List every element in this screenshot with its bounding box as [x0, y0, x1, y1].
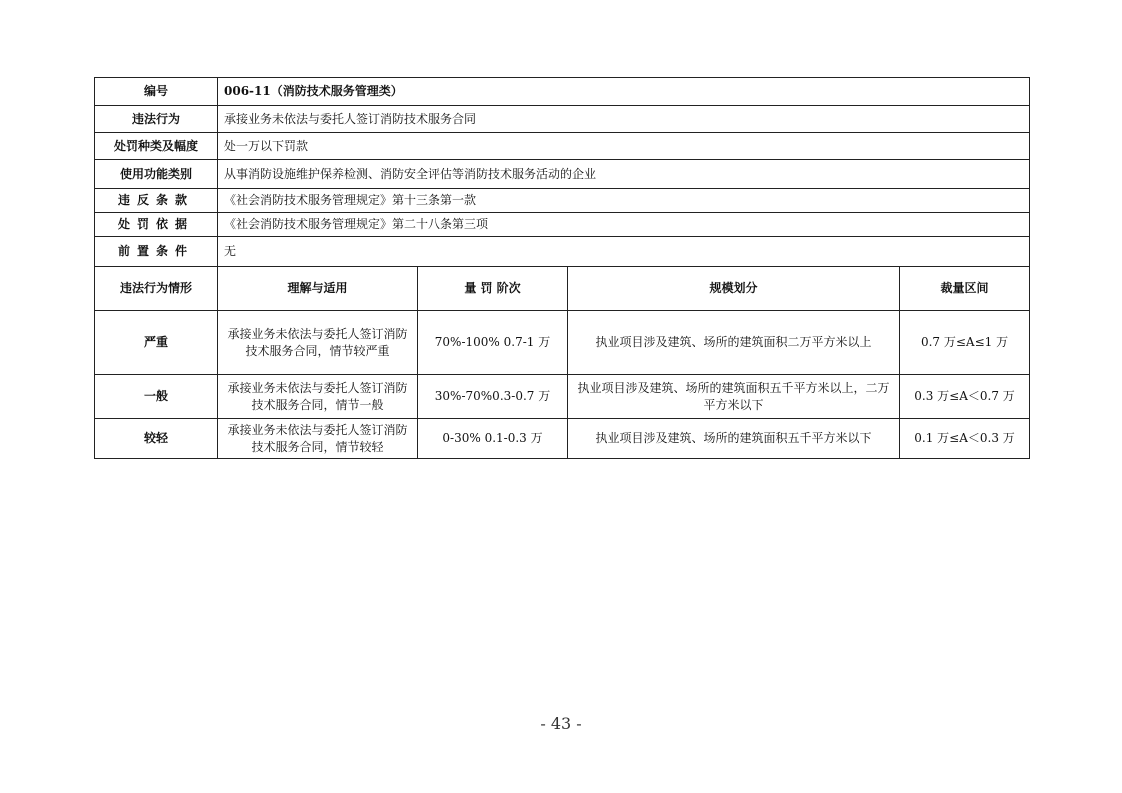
act-label: 违法行为 — [95, 106, 218, 133]
understanding-cell: 承接业务未依法与委托人签订消防技术服务合同，情节较严重 — [218, 311, 418, 375]
row-code — [95, 78, 1030, 106]
code-value: 006-11（消防技术服务管理类） — [218, 78, 1030, 106]
violated-value: 《社会消防技术服务管理规定》第十三条第一款 — [218, 189, 1030, 213]
table-row — [95, 375, 1030, 419]
understanding-cell: 承接业务未依法与委托人签订消防技术服务合同，情节一般 — [218, 375, 418, 419]
penalty-table — [94, 77, 1030, 459]
penalty-cell: 70%-100% 0.7-1 万 — [418, 311, 568, 375]
level-cell: 较轻 — [95, 419, 218, 459]
header-range: 裁量区间 — [900, 267, 1030, 311]
violated-label: 违反条款 — [95, 189, 218, 213]
precondition-label: 前置条件 — [95, 237, 218, 267]
act-value: 承接业务未依法与委托人签订消防技术服务合同 — [218, 106, 1030, 133]
table-row — [95, 419, 1030, 459]
page-number: - 43 - — [540, 714, 582, 733]
penalty-cell: 30%-70%0.3-0.7 万 — [418, 375, 568, 419]
scale-cell: 执业项目涉及建筑、场所的建筑面积二万平方米以上 — [568, 311, 900, 375]
scale-cell: 执业项目涉及建筑、场所的建筑面积五千平方米以上，二万平方米以下 — [568, 375, 900, 419]
level-cell: 一般 — [95, 375, 218, 419]
code-label: 编号 — [95, 78, 218, 106]
row-violated — [95, 189, 1030, 213]
penalty-value: 处一万以下罚款 — [218, 133, 1030, 160]
header-situation: 违法行为情形 — [95, 267, 218, 311]
category-value: 从事消防设施维护保养检测、消防安全评估等消防技术服务活动的企业 — [218, 160, 1030, 189]
row-basis — [95, 213, 1030, 237]
header-penalty-level: 量 罚 阶次 — [418, 267, 568, 311]
penalty-label: 处罚种类及幅度 — [95, 133, 218, 160]
header-scale: 规模划分 — [568, 267, 900, 311]
understanding-cell: 承接业务未依法与委托人签订消防技术服务合同，情节较轻 — [218, 419, 418, 459]
grid-header-row — [95, 267, 1030, 311]
basis-label: 处罚依据 — [95, 213, 218, 237]
range-cell: 0.7 万≤A≤1 万 — [900, 311, 1030, 375]
header-understanding: 理解与适用 — [218, 267, 418, 311]
range-cell: 0.1 万≤A＜0.3 万 — [900, 419, 1030, 459]
table-row — [95, 311, 1030, 375]
level-cell: 严重 — [95, 311, 218, 375]
category-label: 使用功能类别 — [95, 160, 218, 189]
row-penalty — [95, 133, 1030, 160]
penalty-cell: 0-30% 0.1-0.3 万 — [418, 419, 568, 459]
basis-value: 《社会消防技术服务管理规定》第二十八条第三项 — [218, 213, 1030, 237]
precondition-value: 无 — [218, 237, 1030, 267]
scale-cell: 执业项目涉及建筑、场所的建筑面积五千平方米以下 — [568, 419, 900, 459]
row-category — [95, 160, 1030, 189]
row-precondition — [95, 237, 1030, 267]
row-act — [95, 106, 1030, 133]
range-cell: 0.3 万≤A＜0.7 万 — [900, 375, 1030, 419]
